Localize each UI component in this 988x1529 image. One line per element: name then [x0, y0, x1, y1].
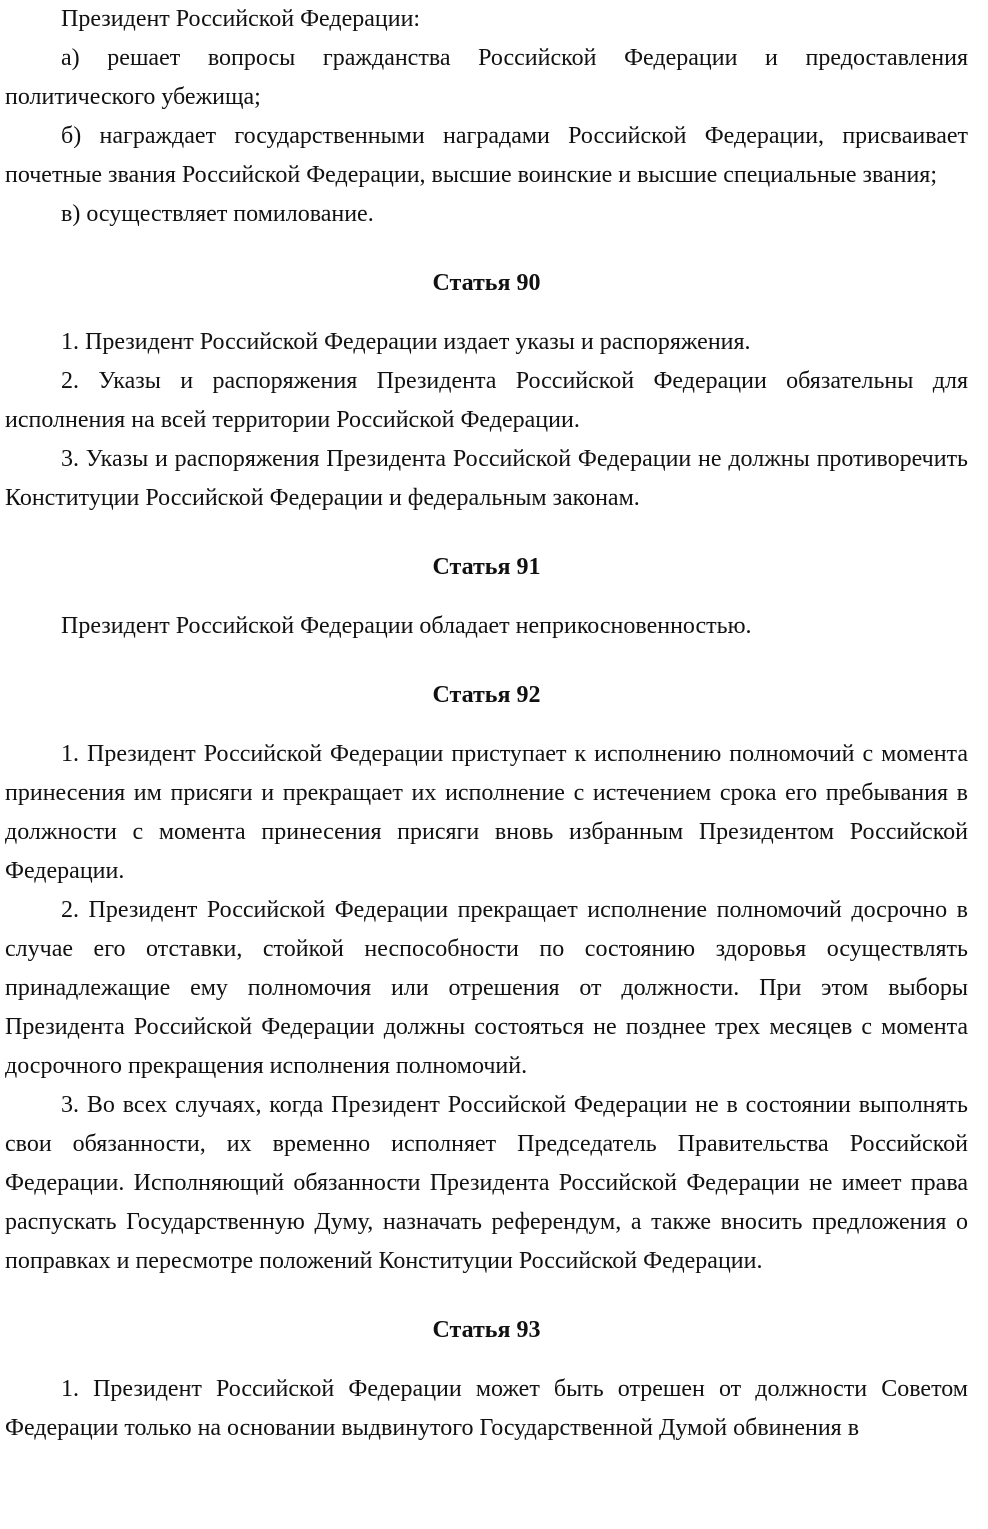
list-item: б) награждает государственными наградами Российской Федерации, присваивает почетные звания Российской Федерации, высшие воинские и высшие специальные звания; [5, 123, 968, 188]
list-item: а) решает вопросы гражданства Российской Федерации и предоставления политического убежища; [5, 45, 968, 110]
article-93-heading: Статья 93 [432, 1317, 541, 1343]
spacer [5, 715, 968, 735]
document-page [5, 0, 968, 1448]
article-90-heading: Статья 90 [432, 270, 541, 296]
article-90-paragraph: 3. Указы и распоряжения Президента Российской Федерации не должны противоречить Конституции Российской Федерации и федеральным законам. [5, 446, 968, 511]
spacer [5, 1350, 968, 1370]
article-92-paragraph: 1. Президент Российской Федерации приступает к исполнению полномочий с момента принесения им присяги и прекращает их исполнение с истечением срока его пребывания в должности с момента принесения присяги вновь избранным Президентом Российской Федерации. [5, 741, 968, 884]
article-90-paragraph: 2. Указы и распоряжения Президента Российской Федерации обязательны для исполнения на всей территории Российской Федерации. [5, 368, 968, 433]
article-92-heading: Статья 92 [432, 682, 541, 708]
article-91-heading: Статья 91 [432, 554, 541, 580]
article-90-paragraph: 1. Президент Российской Федерации издает указы и распоряжения. [61, 329, 751, 355]
spacer [5, 587, 968, 607]
intro-line: Президент Российской Федерации: [61, 6, 421, 32]
article-93-paragraph: 1. Президент Российской Федерации может быть отрешен от должности Советом Федерации только на основании выдвинутого Государственной Думой обвинения в [5, 1376, 968, 1441]
spacer [5, 1281, 968, 1311]
list-item: в) осуществляет помилование. [61, 201, 374, 227]
spacer [5, 646, 968, 676]
spacer [5, 234, 968, 264]
article-91-paragraph: Президент Российской Федерации обладает неприкосновенностью. [61, 613, 752, 639]
article-92-paragraph: 2. Президент Российской Федерации прекращает исполнение полномочий досрочно в случае его отставки, стойкой неспособности по состоянию здоровья осуществлять принадлежащие ему полномочия или отрешения от должности. При этом выборы Президента Российской Федерации должны состояться не позднее трех месяцев с момента досрочного прекращения исполнения полномочий. [5, 897, 968, 1079]
spacer [5, 303, 968, 323]
spacer [5, 518, 968, 548]
article-92-paragraph: 3. Во всех случаях, когда Президент Российской Федерации не в состоянии выполнять свои обязанности, их временно исполняет Председатель Правительства Российской Федерации. Исполняющий обязанности Президента Российской Федерации не имеет права распускать Государственную Думу, назначать референдум, а также вносить предложения о поправках и пересмотре положений Конституции Российской Федерации. [5, 1092, 968, 1274]
